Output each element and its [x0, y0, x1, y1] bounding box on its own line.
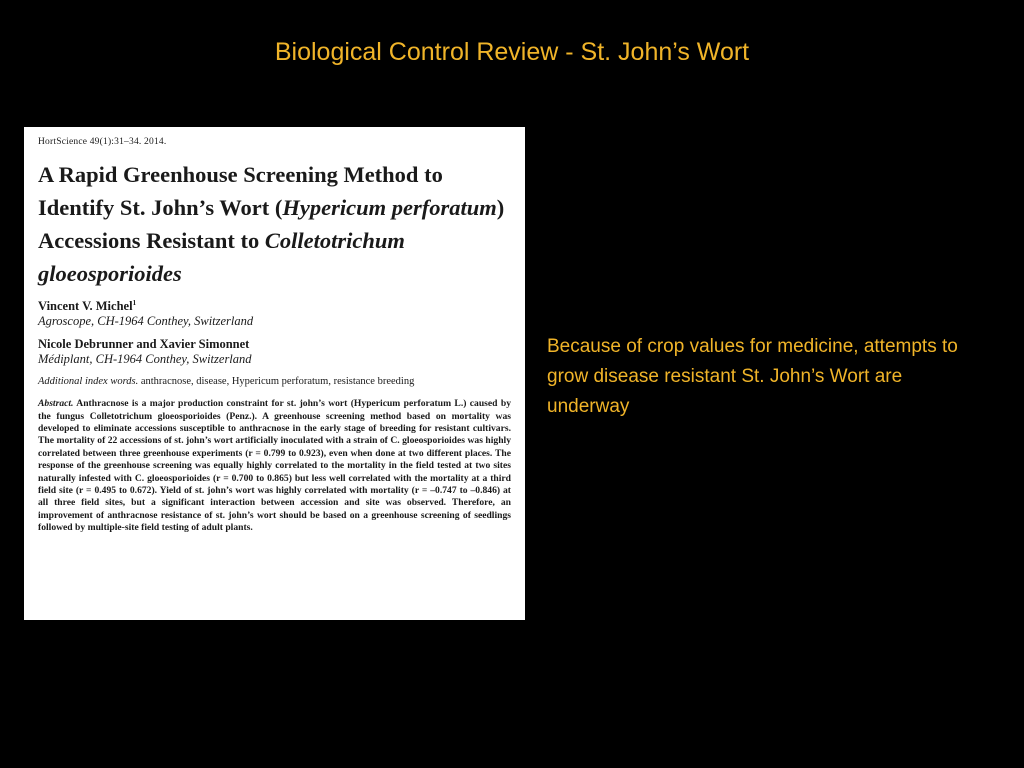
paper-excerpt-image — [24, 127, 525, 620]
index-words-text: anthracnose, disease, Hypericum perforatum, resistance breeding — [140, 376, 415, 388]
paper-title-italic2: Colletotrichum gloeosporioides — [38, 228, 405, 286]
paper-title-part1: A Rapid Greenhouse Screening Method to Identify St. John’s Wort ( — [38, 162, 443, 220]
slide-body-text: Because of crop values for medicine, attempts to grow disease resistant St. John’s Wort are underway — [547, 336, 958, 417]
paper-title — [38, 158, 511, 290]
author-1 — [38, 296, 511, 314]
author-2: Nicole Debrunner and Xavier Simonnet — [38, 337, 250, 352]
abstract-label: Abstract. — [38, 398, 74, 410]
abstract — [38, 398, 511, 534]
index-words-label: Additional index words. — [38, 376, 139, 388]
index-words — [38, 375, 511, 388]
journal-reference: HortScience 49(1):31–34. 2014. — [38, 137, 167, 147]
abstract-text: Anthracnose is a major production constraint for st. john’s wort (Hypericum perforatum L.) caused by the fungus Colletotrichum gloeosporioides (Penz.). A greenhouse screening method based on mortality was developed to eliminate accessions susceptible to anthracnose in the early stage of breeding for resistant cultivars. The mortality of 22 accessions of st. john’s wort artificially inoculated with a strain of C. gloeosporioides was highly correlated between three greenhouse experiments (r = 0.799 to 0.923), even when done at two different places. The response of the greenhouse screening was equally highly correlated to the mortality in the field tested at two sites naturally infested with C. gloeosporioides (r = 0.700 to 0.865) but less well correlated with the mortality at a third field site (r = 0.495 to 0.672). Yield of st. john’s wort was highly correlated with mortality (r = –0.747 to –0.846) at all three field sites, but a significant interaction between accession and site was observed. Therefore, an improvement of anthracnose resistance of st. john’s wort should be based on a greenhouse screening of seedlings followed by multiple-site field testing of adult plants. — [38, 398, 512, 534]
author-1-footnote-mark: 1 — [132, 299, 137, 307]
affiliation-1: Agroscope, CH-1964 Conthey, Switzerland — [38, 314, 254, 329]
affiliation-2: Médiplant, CH-1964 Conthey, Switzerland — [38, 352, 252, 367]
paper-title-italic1: Hypericum perforatum — [282, 195, 497, 220]
paper-title-part2: ) Accessions Resistant to — [38, 195, 505, 253]
author-1-name: Vincent V. Michel — [38, 299, 133, 314]
slide-title: Biological Control Review - St. John’s Wort — [274, 38, 750, 66]
